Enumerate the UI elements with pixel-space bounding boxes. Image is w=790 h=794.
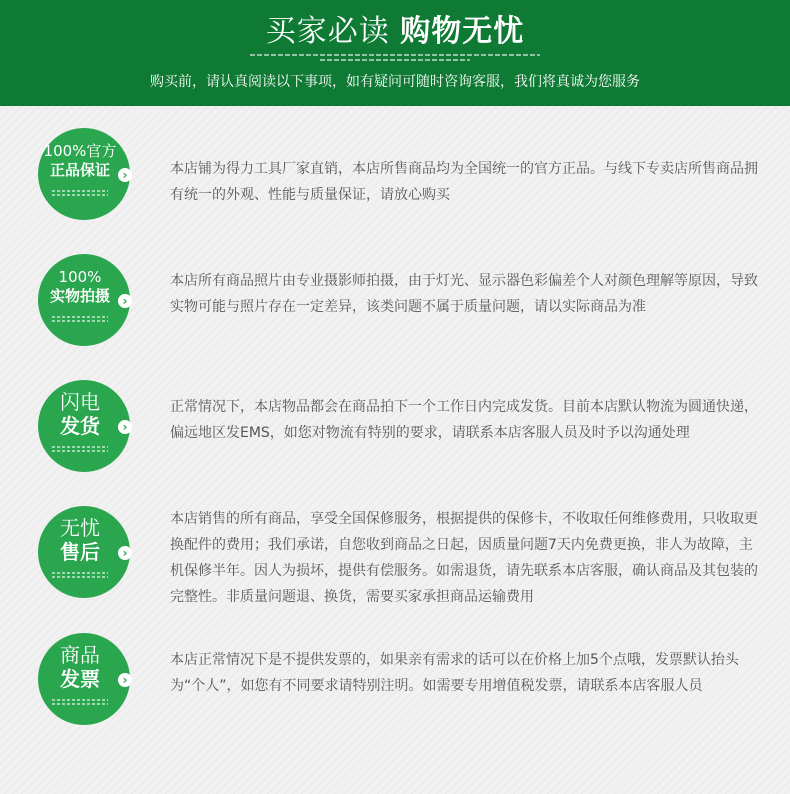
badge-line2: 发货	[60, 414, 100, 438]
badge-line1: 无忧	[60, 516, 100, 540]
badge-line1: 100%官方	[43, 142, 117, 160]
section-real-photos	[0, 254, 790, 364]
badge-line1: 100%	[58, 268, 102, 286]
header-banner	[0, 0, 790, 106]
decorative-line	[320, 59, 470, 61]
badge-decorative-lines	[52, 446, 108, 454]
badge-line2: 发票	[60, 667, 100, 691]
chevron-right-icon: ›	[118, 294, 132, 308]
section-description: 本店销售的所有商品，享受全国保修服务，根据提供的保修卡，不收取任何维修费用，只收取更换配件的费用；我们承诺，自您收到商品之日起，因质量问题7天内免费更换，非人为故障，主机保修半年。因人为损坏，提供有偿服务。如需退货，请先联系本店客服，确认商品及其包装的完整性。非质量问题退、换货，需要买家承担商品运输费用	[170, 511, 758, 605]
fast-shipping-badge	[38, 380, 130, 472]
badge-decorative-lines	[52, 572, 108, 580]
badge-line2: 实物拍摄	[49, 287, 110, 305]
chevron-right-icon: ›	[118, 546, 132, 560]
title-bold: 购物无忧	[400, 14, 525, 49]
chevron-right-icon: ›	[118, 673, 132, 687]
section-description: 本店正常情况下是不提供发票的，如果亲有需求的话可以在价格上加5个点哦，发票默认抬头为“个人”，如您有不同要求请特别注明。如需要专用增值税发票，请联系本店客服人员	[170, 652, 739, 694]
header-decorative-lines	[250, 52, 540, 66]
section-after-sales	[0, 506, 790, 616]
badge-line2: 售后	[60, 540, 100, 564]
badge-decorative-lines	[52, 699, 108, 707]
real-photo-badge	[38, 254, 130, 346]
badge-line1: 闪电	[60, 390, 100, 414]
section-description: 正常情况下，本店物品都会在商品拍下一个工作日内完成发货。目前本店默认物流为圆通快递，偏远地区发EMS，如您对物流有特别的要求，请联系本店客服人员及时予以沟通处理	[170, 399, 758, 441]
section-invoice	[0, 633, 790, 743]
badge-decorative-lines	[52, 316, 108, 324]
chevron-right-icon: ›	[118, 168, 132, 182]
badge-line1: 商品	[60, 643, 100, 667]
header-subtitle: 购买前，请认真阅读以下事项，如有疑问可随时咨询客服，我们将真诚为您服务	[150, 74, 640, 90]
title-light: 买家必读	[265, 14, 390, 49]
chevron-right-icon: ›	[118, 420, 132, 434]
section-description: 本店铺为得力工具厂家直销，本店所售商品均为全国统一的官方正品。与线下专卖店所售商品拥有统一的外观、性能与质量保证，请放心购买	[170, 161, 758, 203]
after-sales-badge	[38, 506, 130, 598]
genuine-badge	[38, 128, 130, 220]
badge-line2: 正品保证	[49, 161, 110, 179]
invoice-badge	[38, 633, 130, 725]
badge-decorative-lines	[52, 190, 108, 198]
section-description: 本店所有商品照片由专业摄影师拍摄，由于灯光、显示器色彩偏差个人对颜色理解等原因，导致实物可能与照片存在一定差异，该类问题不属于质量问题，请以实际商品为准	[170, 273, 758, 315]
section-genuine-guarantee	[0, 128, 790, 238]
page-title	[0, 12, 790, 52]
section-fast-shipping	[0, 380, 790, 490]
decorative-line	[250, 54, 540, 56]
